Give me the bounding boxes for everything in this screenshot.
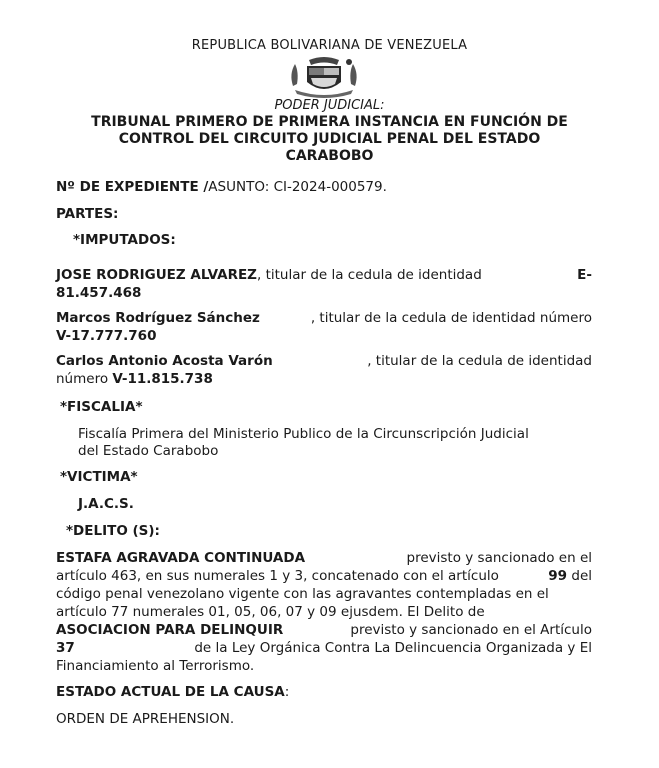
imputado-3-line-1 <box>56 352 592 370</box>
expediente-label: Nº DE EXPEDIENTE / <box>56 179 209 195</box>
victima-label: *VICTIMA* <box>60 469 138 485</box>
imputado-2-text: , titular de la cedula de identidad número <box>310 310 592 326</box>
asunto-value: CI-2024-000579. <box>273 179 387 195</box>
coat-of-arms-seal-icon <box>285 56 363 98</box>
tribunal-title <box>0 114 659 165</box>
tribunal-line-2: CONTROL DEL CIRCUITO JUDICIAL PENAL DEL ESTADO <box>118 131 541 147</box>
imputado-3-text: , titular de la cedula de identidad <box>367 353 592 369</box>
asunto-label: ASUNTO: <box>208 179 270 195</box>
estado-label: ESTADO ACTUAL DE LA CAUSA <box>56 684 285 700</box>
estado-line <box>56 684 289 700</box>
tribunal-line-1: TRIBUNAL PRIMERO DE PRIMERA INSTANCIA EN FUNCIÓN DE <box>91 114 568 130</box>
imputados-label: *IMPUTADOS: <box>73 232 176 248</box>
partes-label: PARTES: <box>56 206 119 222</box>
delito-line-3: código penal venezolano vigente con las agravantes contempladas en el <box>56 586 549 602</box>
fiscalia-label: *FISCALIA* <box>60 399 143 415</box>
imputado-1 <box>56 266 592 302</box>
delito-line-2-pre: artículo 463, en sus numerales 1 y 3, concatenado con el artículo <box>56 568 499 584</box>
fiscalia-text <box>78 426 529 460</box>
delito-paragraph <box>56 549 592 675</box>
imputado-1-id-prefix: E- <box>577 267 592 283</box>
imputado-1-line-1 <box>56 266 592 284</box>
victima-value: J.A.C.S. <box>78 496 134 512</box>
delito-line-2-post: del <box>567 568 592 584</box>
delito-line-1-rest: previsto y sancionado en el <box>406 550 592 566</box>
country-header: REPUBLICA BOLIVARIANA DE VENEZUELA <box>191 38 468 53</box>
imputado-1-name: JOSE RODRIGUEZ ALVAREZ <box>56 267 257 283</box>
imputado-1-id: 81.457.468 <box>56 285 142 301</box>
tribunal-line-3: CARABOBO <box>285 148 374 164</box>
fiscalia-line-1: Fiscalía Primera del Ministerio Publico de la Circunscripción Judicial <box>78 426 529 442</box>
delito-line-5 <box>56 621 592 639</box>
estado-colon: : <box>284 684 290 700</box>
delito-line-6 <box>56 639 592 657</box>
imputado-3 <box>56 352 592 388</box>
delito-line-1 <box>56 549 592 567</box>
delito-label: *DELITO (S): <box>66 523 160 539</box>
delito-1-name: ESTAFA AGRAVADA CONTINUADA <box>56 550 306 566</box>
delito-article-99: 99 <box>548 568 568 584</box>
imputado-3-id: V-11.815.738 <box>112 371 213 387</box>
delito-line-6-rest: de la Ley Orgánica Contra La Delincuencia Organizada y El <box>194 640 592 656</box>
imputado-2-name: Marcos Rodríguez Sánchez <box>56 310 260 326</box>
branch-label: PODER JUDICIAL: <box>274 98 385 113</box>
delito-2-name: ASOCIACION PARA DELINQUIR <box>56 622 284 638</box>
expediente-line <box>56 179 387 195</box>
fiscalia-line-2: del Estado Carabobo <box>78 443 219 459</box>
delito-line-7: Financiamiento al Terrorismo. <box>56 658 255 674</box>
delito-line-4: artículo 77 numerales 01, 05, 06, 07 y 09 ejusdem. El Delito de <box>56 604 485 620</box>
imputado-2-line-1 <box>56 309 592 327</box>
estado-value: ORDEN DE APREHENSION. <box>56 711 235 727</box>
delito-line-5-rest: previsto y sancionado en el Artículo <box>350 622 592 638</box>
imputado-1-text: , titular de la cedula de identidad <box>256 267 482 283</box>
imputado-2 <box>56 309 592 345</box>
imputado-3-name: Carlos Antonio Acosta Varón <box>56 353 273 369</box>
imputado-3-prefix: número <box>56 371 113 387</box>
delito-article-37: 37 <box>56 640 75 656</box>
imputado-2-id: V-17.777.760 <box>56 328 157 344</box>
imputado-3-line-2 <box>56 370 592 388</box>
delito-line-2 <box>56 567 592 585</box>
